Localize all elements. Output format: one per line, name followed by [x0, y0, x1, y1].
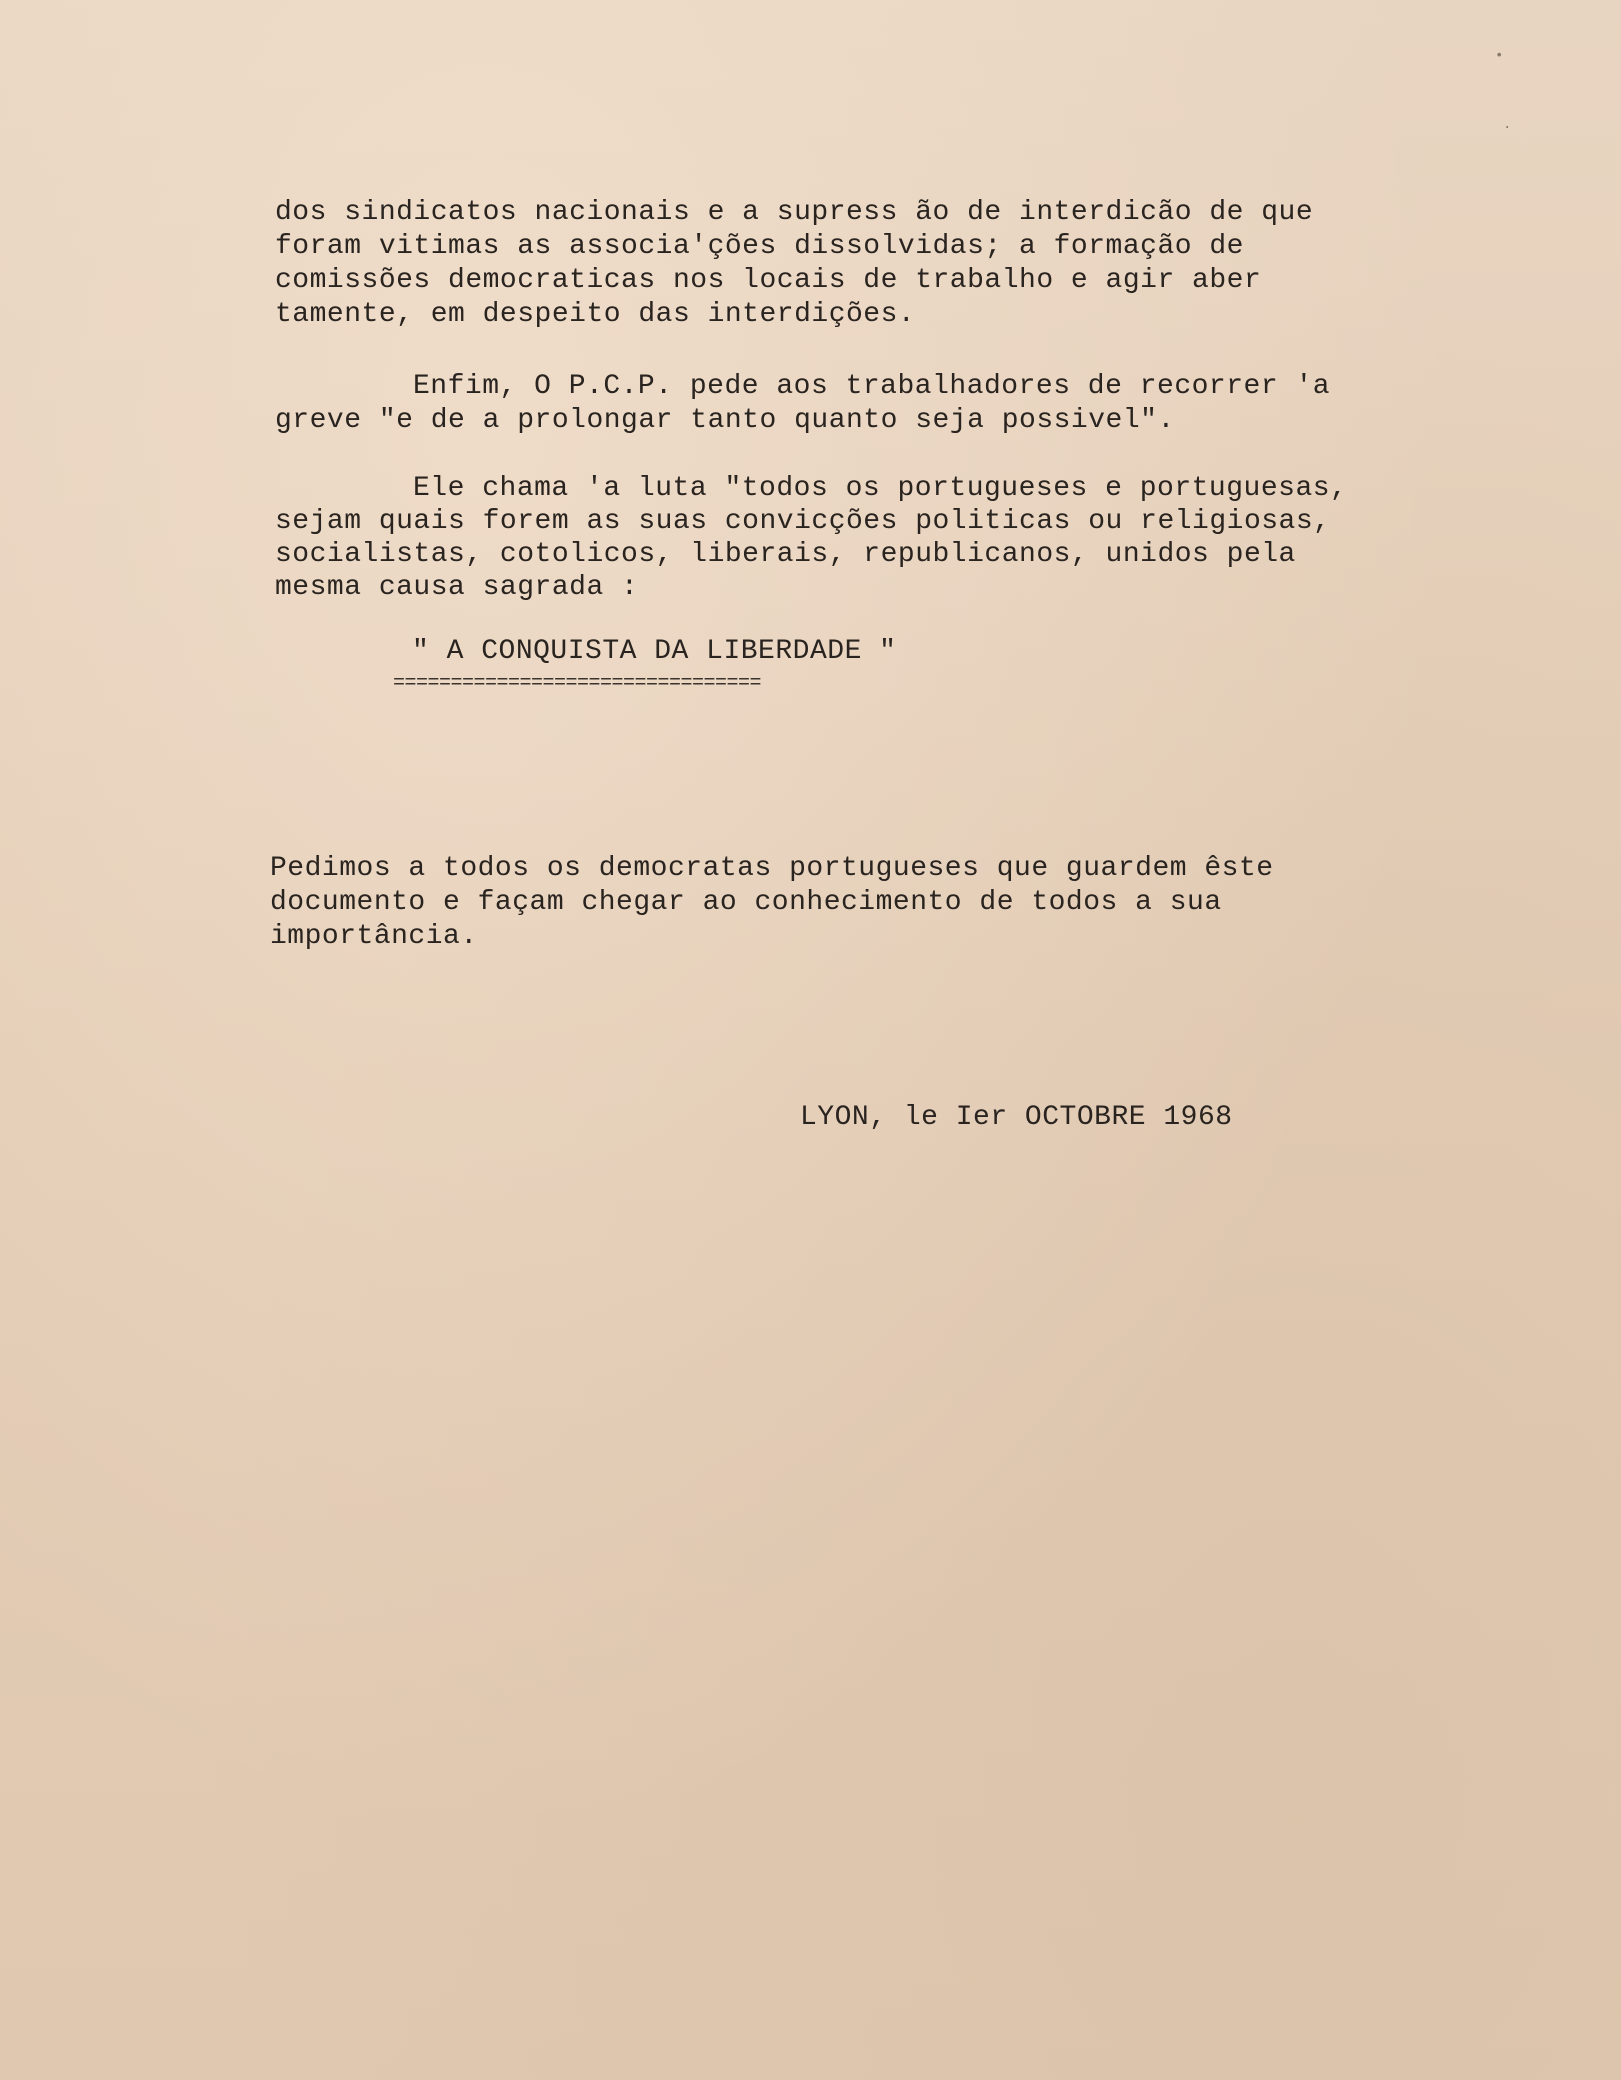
- closing-line-3: importância.: [270, 921, 478, 952]
- paragraph-3-line-3: socialistas, cotolicos, liberais, republicanos, unidos pela: [275, 539, 1296, 570]
- margin-speck: •: [1495, 48, 1504, 64]
- paragraph-1-line-2: foram vitimas as associa'ções dissolvidas; a formação de: [275, 231, 1244, 262]
- paragraph-1-line-3: comissões democraticas nos locais de trabalho e agir aber: [275, 265, 1262, 296]
- closing-line-1: Pedimos a todos os democratas portugueses que guardem êste: [270, 853, 1274, 884]
- paragraph-3-line-2: sejam quais forem as suas convicções politicas ou religiosas,: [275, 506, 1331, 537]
- signature-date: LYON, le Ier OCTOBRE 1968: [800, 1102, 1233, 1133]
- paragraph-3-line-1: Ele chama 'a luta "todos os portugueses e portuguesas,: [413, 473, 1348, 504]
- paragraph-2-line-1: Enfim, O P.C.P. pede aos trabalhadores de recorrer 'a: [413, 371, 1331, 402]
- paragraph-1-line-4: tamente, em despeito das interdições.: [275, 299, 916, 330]
- paragraph-1-line-1: dos sindicatos nacionais e a supress ão de interdicão de que: [275, 197, 1314, 228]
- paragraph-2-line-2: greve "e de a prolongar tanto quanto seja possivel".: [275, 405, 1175, 436]
- conquista-heading: " A CONQUISTA DA LIBERDADE ": [412, 636, 897, 667]
- paragraph-3-line-4: mesma causa sagrada :: [275, 572, 639, 603]
- closing-line-2: documento e façam chegar ao conhecimento de todos a sua: [270, 887, 1222, 918]
- margin-speck: ·: [1503, 120, 1512, 136]
- heading-underline: ================================: [393, 672, 762, 695]
